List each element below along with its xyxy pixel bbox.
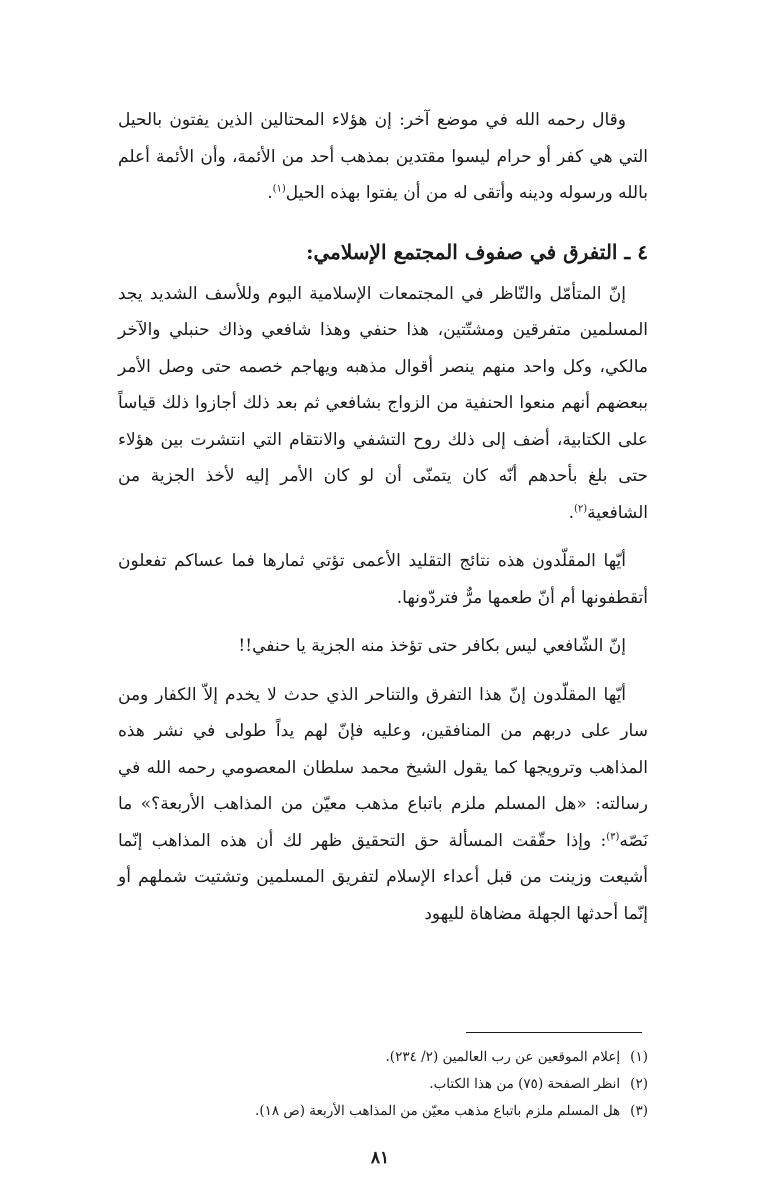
page-number: ٨١ <box>370 1148 390 1168</box>
footnote-number: (٣) <box>630 1103 648 1119</box>
footnote-text: هل المسلم ملزم باتباع مذهب معيّن من المذاهب الأربعة (ص ١٨). <box>255 1103 621 1119</box>
footnote-ref[interactable]: (٢) <box>573 502 588 514</box>
page-body <box>118 102 648 932</box>
paragraph <box>118 677 648 933</box>
footnote-ref[interactable]: (١) <box>272 183 286 195</box>
footnote-ref[interactable]: (٣) <box>606 830 620 842</box>
footnote <box>118 1044 648 1071</box>
paragraph-text: أيّها المقلّدون إنّ هذا التفرق والتناحر الذي حدث لا يخدم إلاّ الكفار ومن سار على دربهم من المنافقين، وعليه فإنّ لهم يداً طولى في نشر هذه المذاهب وترويجها كما يقول الشيخ محمد سلطان المعصومي رحمه الله في رسالته: «هل المسلم ملزم باتباع مذهب معيّن من المذاهب الأربعة؟» ما نَصّه <box>118 684 648 851</box>
footnote-divider <box>466 1032 642 1033</box>
paragraph-text: وقال رحمه الله في موضع آخر: إن هؤلاء المحتالين الذين يفتون بالحيل التي هي كفر أو حرام ليسوا مقتدين بمذهب أحد من الأئمة، وأن الأئمة أعلم بالله ورسوله ودينه وأتقى له من أن يفتوا بهذه الحيل <box>118 110 648 203</box>
footnote-number: (١) <box>630 1049 648 1065</box>
paragraph: أيّها المقلّدون هذه نتائج التقليد الأعمى تؤتي ثمارها فما عساكم تفعلون أتقطفونها أم أنّ طعمها مرٌّ فتردّونها. <box>118 551 648 608</box>
paragraph <box>118 102 648 212</box>
footnote <box>118 1098 648 1125</box>
paragraph: إنّ الشّافعي ليس بكافر حتى تؤخذ منه الجزية يا حنفي!! <box>238 636 626 656</box>
footnote-number: (٢) <box>630 1076 648 1092</box>
paragraph-text: إنّ المتأمّل والنّاظر في المجتمعات الإسلامية اليوم وللأسف الشديد يجد المسلمين متفرقين ومشتّتين، هذا حنفي وهذا شافعي وذاك حنبلي والآخر مالكي، وكل واحد منهم ينصر أقوال مذهبه ويهاجم خصمه حتى وصل الأمر ببعضهم أنهم منعوا الحنفية من الزواج بشافعي ثم بعد ذلك أجازوا ذلك قياساً على الكتابية، أضف إلى ذلك روح التشفي والانتقام التي انتشرت بين هؤلاء حتى بلغ بأحدهم أنّه كان يتمنّى أن لو كان الأمر إليه لأخذ الجزية من الشافعية <box>118 283 648 523</box>
footnote <box>118 1071 648 1098</box>
paragraph-text: : وإذا حقّقت المسألة حق التحقيق ظهر لك أن هذه المذاهب إنّما أشيعت وزينت من قبل أعداء الإسلام لتفريق المسلمين وتشتيت شملهم أو إنّما أحدثها الجهلة مضاهاة لليهود <box>118 830 648 924</box>
section-heading: ٤ ـ التفرق في صفوف المجتمع الإسلامي: <box>306 239 648 264</box>
paragraph-end: . <box>568 502 574 523</box>
paragraph <box>118 276 648 532</box>
footnotes <box>118 1044 648 1125</box>
paragraph-end: . <box>267 183 273 203</box>
footnote-text: انظر الصفحة (٧٥) من هذا الكتاب. <box>429 1076 621 1092</box>
footnote-text: إعلام الموقعين عن رب العالمين (٢/ ٢٣٤). <box>385 1049 621 1065</box>
